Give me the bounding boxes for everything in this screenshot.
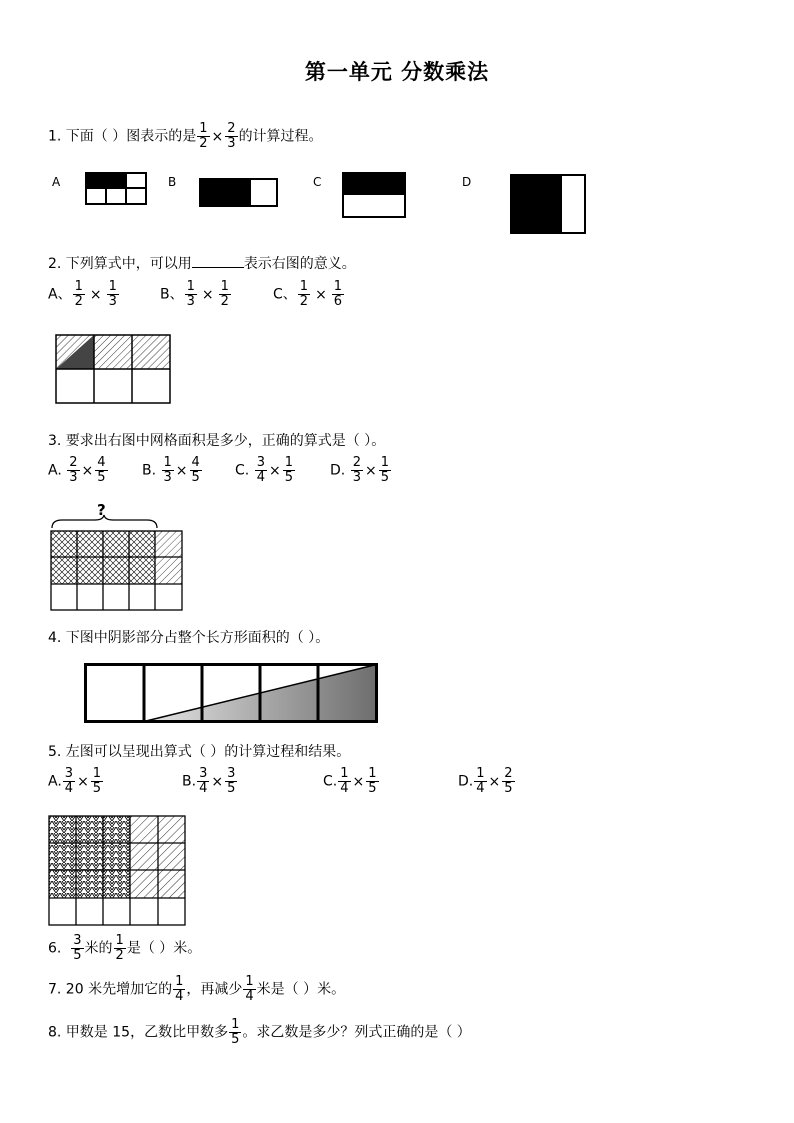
- q5-option-c[interactable]: C. $\frac{1}{4}$ × $\frac{1}{5}$: [323, 766, 377, 796]
- option-label-d: D: [462, 175, 472, 189]
- question-2-text: 2. 下列算式中，可以用: [48, 256, 192, 272]
- q3-option-b[interactable]: B. $\frac{1}{3}$ × $\frac{4}{5}$: [142, 455, 200, 485]
- q5-option-d[interactable]: D. $\frac{1}{4}$ × $\frac{2}{5}$: [458, 766, 513, 796]
- answer-blank[interactable]: [192, 255, 244, 268]
- q5-figure: [48, 815, 188, 927]
- q2-figure: [55, 334, 172, 405]
- option-label-c: C: [313, 175, 322, 189]
- page-title: 第一单元 分数乘法: [304, 59, 490, 84]
- q2-option-a[interactable]: A、 $\frac{1}{2}$ × $\frac{1}{3}$: [48, 279, 117, 309]
- question-4: 4. 下图中阴影部分占整个长方形面积的（ ）。: [48, 630, 330, 646]
- q5-option-a[interactable]: A. $\frac{3}{4}$ × $\frac{1}{5}$: [48, 766, 102, 796]
- q1-figure-a: [85, 172, 147, 205]
- question-8: 8. 甲数是 15，乙数比甲数多 $\frac{1}{5}$ 。求乙数是多少？列式正确的是（ ）: [48, 1017, 471, 1047]
- q2-option-c[interactable]: C、 $\frac{1}{2}$ × $\frac{1}{6}$: [273, 279, 343, 309]
- question-7: 7. 20 米先增加它的 $\frac{1}{4}$ ，再减少 $\frac{1}{4}$ 米是（ ）米。: [48, 974, 346, 1004]
- q4-figure: [84, 663, 379, 724]
- q1-figure-d: [510, 174, 586, 234]
- q3-figure: [50, 530, 185, 612]
- q3-option-c[interactable]: C. $\frac{3}{4}$ × $\frac{1}{5}$: [235, 455, 293, 485]
- question-1-text: 1. 下面（ ）图表示的是: [48, 128, 197, 145]
- q3-brace: [50, 514, 160, 530]
- question-2: [48, 253, 356, 273]
- q1-figure-c: [342, 172, 406, 218]
- question-6: 6. $\frac{3}{5}$ 米的 $\frac{1}{2}$ 是（ ）米。: [48, 933, 202, 963]
- times-sign: ×: [211, 128, 224, 145]
- question-2-text-end: 表示右图的意义。: [243, 256, 356, 272]
- fraction: $\frac{1}{2}$: [199, 121, 208, 151]
- q5-option-b[interactable]: B. $\frac{3}{4}$ × $\frac{3}{5}$: [182, 766, 236, 796]
- q1-figure-b: [199, 178, 278, 207]
- question-5: 5. 左图可以呈现出算式（ ）的计算过程和结果。: [48, 744, 351, 760]
- q3-option-a[interactable]: A. $\frac{2}{3}$ × $\frac{4}{5}$: [48, 455, 106, 485]
- q3-option-d[interactable]: D. $\frac{2}{3}$ × $\frac{1}{5}$: [330, 455, 389, 485]
- question-1-text-end: 的计算过程。: [238, 128, 323, 145]
- question-1: [48, 122, 323, 151]
- option-label-a: A: [52, 175, 61, 189]
- option-label-b: B: [168, 175, 177, 189]
- brace-question-mark: ?: [97, 501, 106, 519]
- q2-option-b[interactable]: B、 $\frac{1}{3}$ × $\frac{1}{2}$: [160, 279, 229, 309]
- question-3: 3. 要求出右图中网格面积是多少，正确的算式是（ ）。: [48, 433, 386, 449]
- fraction: $\frac{2}{3}$: [227, 121, 236, 151]
